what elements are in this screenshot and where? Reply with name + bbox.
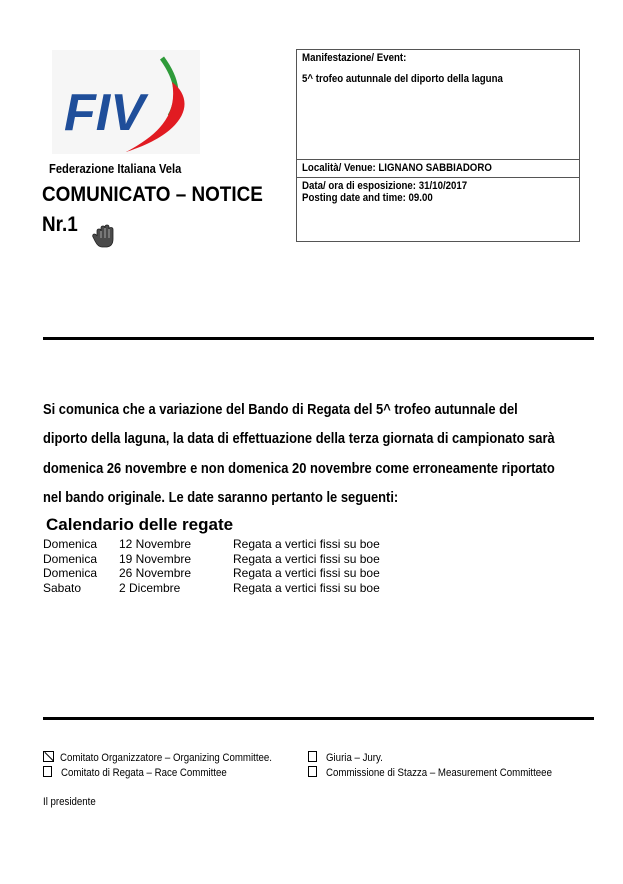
calendar-table bbox=[43, 537, 380, 595]
hand-cursor-icon bbox=[92, 224, 116, 250]
jury-item bbox=[308, 751, 391, 764]
organizing-committee-label: Comitato Organizzatore – Organizing Committee. bbox=[60, 752, 272, 764]
calendar-heading: Calendario delle regate bbox=[46, 515, 234, 534]
fiv-logo-text: FIV bbox=[64, 84, 145, 142]
organization-name: Federazione Italiana Vela bbox=[49, 161, 182, 176]
calendar-day: Domenica bbox=[43, 551, 98, 566]
posting-time: Posting date and time: 09.00 bbox=[302, 192, 433, 204]
calendar-row bbox=[43, 581, 380, 596]
title-line-2: Nr.1 bbox=[42, 213, 78, 236]
event-label: Manifestazione/ Event: bbox=[302, 52, 407, 64]
body-line: diporto della laguna, la data di effettuazione della terza giornata di campionato sarà bbox=[43, 431, 555, 448]
body-line: nel bando originale. Le date saranno pertanto le seguenti: bbox=[43, 489, 399, 506]
jury-label: Giuria – Jury. bbox=[326, 752, 383, 764]
calendar-day: Domenica bbox=[43, 566, 98, 580]
checked-box-icon bbox=[43, 751, 54, 762]
event-value: 5^ trofeo autunnale del diporto della laguna bbox=[302, 73, 503, 85]
measurement-committee-item bbox=[308, 766, 583, 779]
posting-date: Data/ ora di esposizione: 31/10/2017 bbox=[302, 180, 468, 192]
race-committee-item bbox=[43, 766, 249, 779]
calendar-day: Sabato bbox=[43, 580, 82, 595]
divider-bottom bbox=[43, 717, 594, 720]
page-title bbox=[42, 180, 263, 240]
calendar-date: 26 Novembre bbox=[119, 566, 192, 580]
divider-top bbox=[43, 337, 594, 340]
venue-cell bbox=[297, 160, 579, 178]
body-line: Si comunica che a variazione del Bando di Regata del 5^ trofeo autunnale del bbox=[43, 402, 518, 418]
signature-label: Il presidente bbox=[43, 796, 96, 808]
empty-box-icon bbox=[308, 766, 317, 777]
measurement-committee-label: Commissione di Stazza – Measurement Committeee bbox=[326, 767, 552, 779]
calendar-day: Domenica bbox=[43, 537, 98, 551]
fiv-logo bbox=[52, 50, 200, 154]
race-committee-label: Comitato di Regata – Race Committee bbox=[61, 767, 227, 779]
calendar-row bbox=[43, 537, 380, 552]
calendar-event: Regata a vertici fissi su boe bbox=[233, 551, 380, 566]
venue-text: Località/ Venue: LIGNANO SABBIADORO bbox=[302, 162, 492, 174]
calendar-event: Regata a vertici fissi su boe bbox=[233, 537, 380, 551]
calendar-row bbox=[43, 552, 380, 567]
calendar-row bbox=[43, 566, 380, 581]
notice-body bbox=[43, 396, 592, 513]
body-line: domenica 26 novembre e non domenica 20 novembre come erroneamente riportato bbox=[43, 460, 555, 477]
calendar-date: 12 Novembre bbox=[119, 537, 192, 551]
event-cell bbox=[297, 50, 579, 160]
calendar-date: 2 Dicembre bbox=[119, 580, 181, 595]
title-line-1: COMUNICATO – NOTICE bbox=[42, 183, 263, 206]
empty-box-icon bbox=[43, 766, 52, 777]
calendar-date: 19 Novembre bbox=[119, 551, 192, 566]
calendar-event: Regata a vertici fissi su boe bbox=[233, 580, 380, 595]
organizing-committee-item bbox=[43, 751, 301, 764]
event-info-box bbox=[296, 49, 580, 242]
calendar-event: Regata a vertici fissi su boe bbox=[233, 566, 380, 580]
date-cell bbox=[297, 178, 579, 241]
empty-box-icon bbox=[308, 751, 317, 762]
